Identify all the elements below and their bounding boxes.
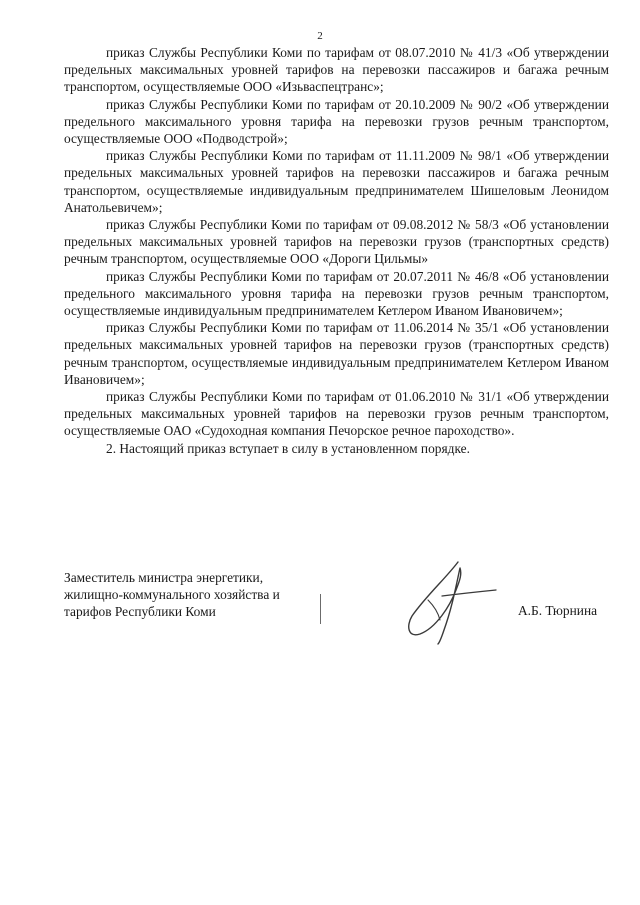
paragraph-order-41-3: приказ Службы Республики Коми по тарифам от 08.07.2010 № 41/3 «Об утверждении предельных максимальных уровней тарифов на перевозки пассажиров и багажа речным транспортом, осуществляемые ООО «Изьваспецтранс»; [64,45,609,95]
paragraph-order-98-1: приказ Службы Республики Коми по тарифам от 11.11.2009 № 98/1 «Об утверждении предельных максимальных уровней тарифов на перевозки пассажиров и багажа речным транспортом, осуществляемые индивидуальным предпринимателем Шишеловым Леонидом Анатольевичем»; [64,148,609,215]
paragraph-order-31-1: приказ Службы Республики Коми по тарифам от 01.06.2010 № 31/1 «Об утверждении предельных максимальных уровней тарифов на перевозки грузов речным транспортом, осуществляемые ОАО «Судоходная компания Печорское речное пароходство». [64,389,609,439]
page-number: 2 [317,30,323,42]
position-line: тарифов Республики Коми [64,604,216,620]
paragraph-order-46-8: приказ Службы Республики Коми по тарифам от 20.07.2011 № 46/8 «Об установлении предельного максимального уровня тарифа на перевозки грузов речным транспортом, осуществляемые индивидуальным предпринимателем Кетлером Иваном Ивановичем»; [64,268,609,319]
document-body [64,44,609,457]
position-line: Заместитель министра энергетики, [64,570,264,585]
paragraph-order-90-2: приказ Службы Республики Коми по тарифам от 20.10.2009 № 90/2 «Об утверждении предельного максимального уровня тарифа на перевозки грузов речным транспортом, осуществляемые ООО «Подводстрой»; [64,96,609,147]
signature-divider [320,594,321,624]
paragraph-effective-clause: 2. Настоящий приказ вступает в силу в установленном порядке. [106,440,470,456]
paragraph-order-35-1: приказ Службы Республики Коми по тарифам от 11.06.2014 № 35/1 «Об установлении предельных максимальных уровней тарифов на перевозки грузов (транспортных средств) речным транспортом, осуществляемые индивидуальным предпринимателем Кетлером Иваном Ивановичем»; [64,320,609,387]
signatory-position [64,569,324,621]
paragraph-order-58-3: приказ Службы Республики Коми по тарифам от 09.08.2012 № 58/3 «Об установлении предельных максимальных уровней тарифов на перевозки грузов (транспортных средств) речным транспортом, осуществляемые ООО «Дороги Цильмы» [64,217,609,267]
position-line: жилищно-коммунального хозяйства и [64,587,280,603]
handwritten-signature [398,556,498,646]
signer-name: А.Б. Тюрнина [518,603,598,618]
